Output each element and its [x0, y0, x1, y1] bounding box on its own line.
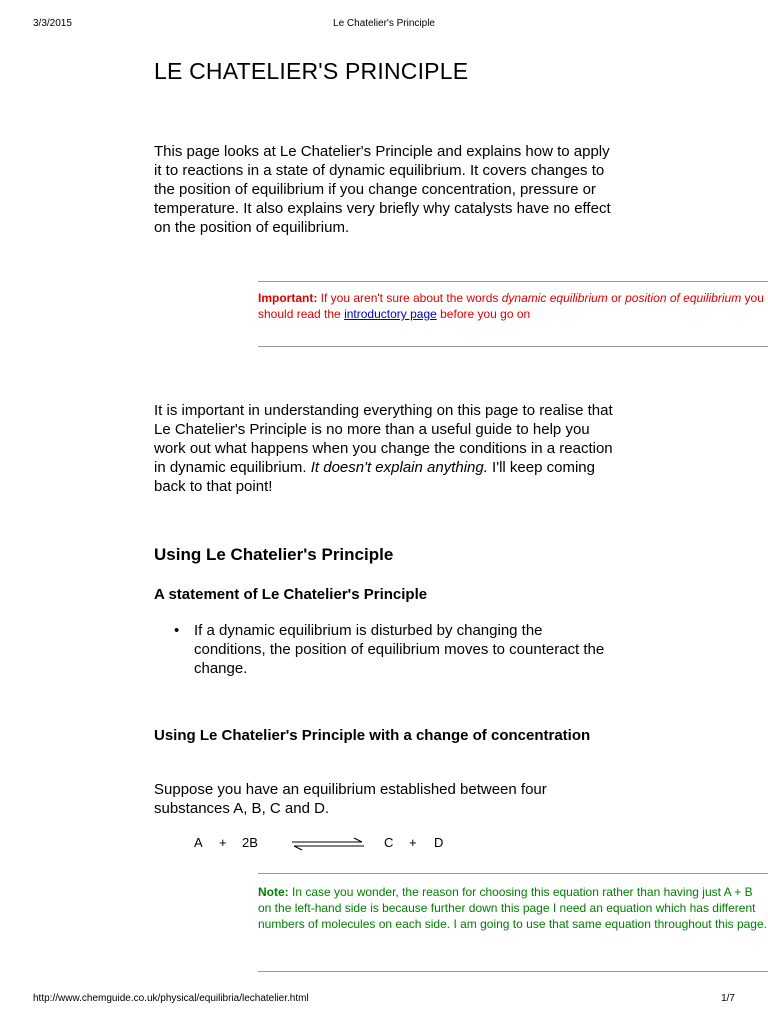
paragraph-3: Suppose you have an equilibrium established between four substances A, B, C and D. — [154, 781, 547, 817]
section-heading-using: Using Le Chatelier's Principle — [154, 545, 394, 564]
print-title: Le Chatelier's Principle — [333, 18, 435, 29]
bullet-icon: • — [174, 622, 180, 639]
print-date: 3/3/2015 — [33, 18, 72, 29]
page-number: 1/7 — [721, 993, 735, 1004]
important-label: Important: — [258, 291, 318, 305]
section-heading-statement: A statement of Le Chatelier's Principle — [154, 586, 428, 603]
important-box: Important: If you aren't sure about the words dynamic equilibrium or position of equilibrium you should read the introductory page before you go on — [258, 281, 768, 347]
page-content — [154, 58, 767, 931]
list-item: • If a dynamic equilibrium is disturbed by changing the conditions, the position of equilibrium moves to counteract the change. — [174, 622, 605, 677]
introductory-page-link[interactable]: introductory page — [344, 307, 437, 321]
equilibrium-arrows-icon — [290, 837, 366, 851]
intro-paragraph: This page looks at Le Chatelier's Principle and explains how to apply it to reactions in a state of dynamic equilibrium. It covers changes to the position of equilibrium if you change concentration, pressure or temperature. It also explains very briefly why catalysts have no effect on the position of equilibrium. — [154, 143, 611, 236]
section-heading-concentration: Using Le Chatelier's Principle with a change of concentration — [154, 727, 591, 744]
equilibrium-equation: A + 2B C + D — [194, 835, 444, 850]
print-url: http://www.chemguide.co.uk/physical/equilibria/lechatelier.html — [33, 993, 309, 1004]
note-box: Note: In case you wonder, the reason for choosing this equation rather than having just A + B on the left-hand side is because further down this page I need an equation which has different numbers of molecules on each side. I am going to use that same equation throughout this page. — [258, 873, 768, 972]
note-label: Note: — [258, 885, 289, 899]
paragraph-2: It is important in understanding everything on this page to realise that Le Chatelier's Principle is no more than a useful guide to help you work out what happens when you change the conditions in a reaction in dynamic equilibrium. It doesn't explain anything. I'll keep coming back to that point! — [154, 402, 613, 495]
page-title: LE CHATELIER'S PRINCIPLE — [154, 58, 469, 84]
